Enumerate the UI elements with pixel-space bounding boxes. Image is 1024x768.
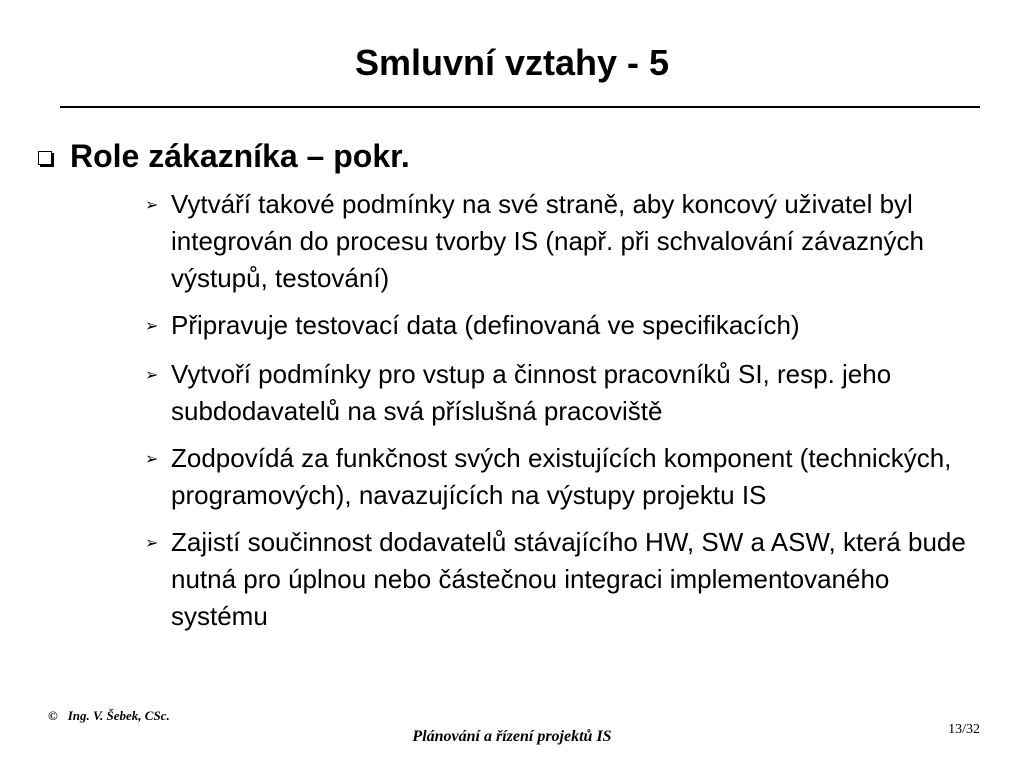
list-item xyxy=(145,440,985,514)
arrow-bullet-icon: ➢ xyxy=(145,367,159,384)
bullet-text: Připravuje testovací data (definovaná ve specifikacích) xyxy=(171,310,800,340)
arrow-bullet-icon: ➢ xyxy=(145,451,159,468)
bullet-list xyxy=(145,186,985,645)
slide-title: Smluvní vztahy - 5 xyxy=(354,42,670,83)
footer-course-title: Plánování a řízení projektů IS xyxy=(412,728,612,745)
copyright-symbol: © xyxy=(48,708,58,723)
arrow-bullet-icon: ➢ xyxy=(145,318,159,335)
square-bullet-icon xyxy=(38,151,52,165)
list-item xyxy=(145,186,985,297)
author-name: Ing. V. Šebek, CSc. xyxy=(67,708,170,723)
page-number: 13/32 xyxy=(948,722,980,737)
footer-author xyxy=(48,708,170,724)
bullet-text: Zajistí součinnost dodavatelů stávajícího HW, SW a ASW, která bude nutná pro úplnou nebo částečnou integraci implementovaného systému xyxy=(171,527,966,631)
bullet-text: Vytvoří podmínky pro vstup a činnost pracovníků SI, resp. jeho subdodavatelů na svá příslušná pracoviště xyxy=(171,359,892,426)
arrow-bullet-icon: ➢ xyxy=(145,197,159,214)
bullet-text: Zodpovídá za funkčnost svých existujících komponent (technických, programových), navazujících na výstupy projektu IS xyxy=(171,443,952,510)
section-heading xyxy=(38,136,410,176)
list-item xyxy=(145,524,985,635)
title-divider xyxy=(60,106,980,108)
section-heading-text: Role zákazníka – pokr. xyxy=(70,138,410,174)
bullet-text: Vytváří takové podmínky na své straně, aby koncový uživatel byl integrován do procesu tvorby IS (např. při schvalování závazných výstupů, testování) xyxy=(171,189,924,293)
arrow-bullet-icon: ➢ xyxy=(145,535,159,552)
list-item xyxy=(145,356,985,430)
list-item xyxy=(145,307,985,346)
